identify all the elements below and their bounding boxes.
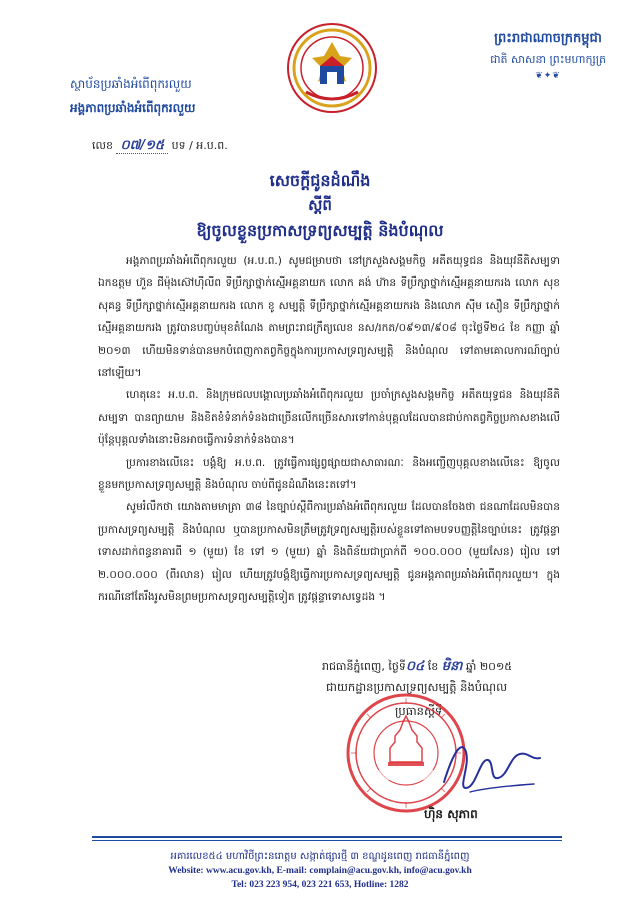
body-paragraph-1: អង្គភាពប្រឆាំងអំពើពុករលួយ (អ.ប.ព.) សូមជម្រាបថា នៅក្រសួងសង្គមកិច្ច អតីតយុទ្ធជន និងយុវនីតិសម្បទា ឯកឧត្តម ហ៊ួន ជីម៉ុងស៊ៅហ៊ីលីព ទីប្រឹក្សាថ្នាក់ស្មើអគ្គនាយក លោក គង់ ហ៊ាន ទីប្រឹក្សាថ្នាក់ស្មើអគ្គនាយករង លោក សុខ សុគន្ធ ទីប្រឹក្សាថ្នាក់ស្មើអគ្គនាយករង លោក ខូ សម្បត្តិ ទីប្រឹក្សាថ្នាក់ស្មើអគ្គនាយករង និងលោក ស៊ីម សឿន ទីប្រឹក្សាថ្នាក់ស្មើអគ្គនាយករង ត្រូវបានបញ្ចប់មុខតំណែង តាមព្រះរាជក្រឹត្យលេខ នស/រកត/០៩១៣/៩០៨ ចុះថ្ងៃទី២៤ ខែ កញ្ញា ឆ្នាំ ២០១៣ ហើយមិនទាន់បានមកបំពេញកាតព្វកិច្ចក្នុងការប្រកាសទ្រព្យសម្បត្តិ និងបំណុល ទៅតាមគោលការណ៍ច្បាប់នៅឡើយ។ (98, 255, 560, 380)
date-month: មិនា (441, 659, 463, 674)
notice-subject-label: ស្តីពី (308, 196, 332, 214)
organization-header (70, 76, 195, 118)
footer-divider-thin (92, 840, 562, 841)
kingdom-title: ព្រះរាជាណាចក្រកម្ពុជា (494, 31, 602, 46)
date-day: ០៤ (405, 659, 425, 674)
footer-phones: Tel: 023 223 954, 023 221 653, Hotline: 1282 (231, 880, 409, 890)
handwritten-signature (436, 730, 546, 800)
notice-subject: ឱ្យចូលខ្លួនប្រកាសទ្រព្យសម្បត្តិ និងបំណុល (196, 221, 444, 240)
date-year: ឆ្នាំ ២០១៥ (465, 660, 513, 673)
ref-suffix: បទ / អ.ប.ព. (171, 139, 228, 152)
footer-address: អគារលេខ៥៤ មហាវិថីព្រះនរោត្តម សង្កាត់ផ្សារថ្មី ៣ ខណ្ឌដូនពេញ រាជធានីភ្នំពេញ (170, 851, 470, 862)
institution-name: ស្ថាប័នប្រឆាំងអំពើពុករលួយ (70, 77, 192, 91)
signatory-role: ប្រធានស្តីទី (395, 704, 443, 718)
unit-name: អង្គភាពប្រឆាំងអំពើពុករលួយ (70, 101, 196, 115)
notice-title: សេចក្តីជូនដំណឹង (269, 171, 371, 190)
ref-prefix: លេខ (92, 139, 113, 152)
reference-number (92, 137, 228, 156)
ornament-divider: ❦✦❦ (535, 71, 561, 81)
footer-divider (92, 836, 562, 838)
body-paragraph-4: សូមរំលឹកថា យោងតាមមាត្រា ៣៨ នៃច្បាប់ស្តីពីការប្រឆាំងអំពើពុករលួយ ដែលបានចែងថា ជនណាដែលមិនបានប្រកាសទ្រព្យសម្បត្តិ និងបំណុល ឬបានប្រកាសមិនត្រឹមត្រូវទ្រព្យសម្បត្តិរបស់ខ្លួនទៅតាមបទបញ្ញត្តិនៃច្បាប់នេះ ត្រូវផ្តន្ទាទោសដាក់ពន្ធនាគារពី ១ (មួយ) ខែ ទៅ ១ (មួយ) ឆ្នាំ និងពិន័យជាប្រាក់ពី ១០០.០០០ (មួយសែន) រៀល ទៅ ២.០០០.០០០ (ពីរលាន) រៀល ហើយត្រូវបង្គំឱ្យធ្វើការប្រកាសទ្រព្យសម្បត្តិ ជូនអង្គភាពប្រឆាំងអំពើពុករលួយ។ ក្នុងករណីនៅតែរឹងរូសមិនព្រមប្រកាសទ្រព្យសម្បត្តិទៀត ត្រូវផ្តន្ទាទោសទ្វេដង ។ (98, 501, 560, 604)
date-month-prefix: ខែ (427, 660, 439, 673)
kingdom-motto: ជាតិ សាសនា ព្រះមហាក្សត្រ (490, 53, 606, 66)
ref-number-handwritten: ០៧/១៥ (116, 138, 168, 154)
signatory-department: ជាយកដ្ឋានប្រកាសទ្រព្យសម្បត្តិ និងបំណុល (326, 680, 508, 694)
footer-contact: Website: www.acu.gov.kh, E-mail: complain@acu.gov.kh, info@acu.gov.kh (168, 866, 472, 876)
date-prefix: រាជធានីភ្នំពេញ, ថ្ងៃទី (322, 660, 406, 673)
notice-body (98, 250, 560, 609)
signatory-name: ហ៊ិន សុភាព (424, 807, 478, 821)
body-paragraph-3: ប្រការខាងលើនេះ បង្គំឱ្យ អ.ប.ព. ត្រូវធ្វើការផ្សព្វផ្សាយជាសាធារណៈ និងអញ្ជើញបុគ្គលខាងលើនេះ ឱ្យចូលខ្លួនមកប្រកាសទ្រព្យសម្បត្តិ និងបំណុល ចាប់ពីជូនដំណឹងនេះតទៅ។ (98, 456, 560, 492)
signature-date (322, 658, 512, 677)
acu-emblem-icon (286, 22, 378, 114)
kingdom-header (490, 30, 606, 81)
body-paragraph-2: ហេតុនេះ អ.ប.ព. និងក្រុមជលបង្គោលប្រឆាំងអំពើពុករលួយ ប្រចាំក្រសួងសង្គមកិច្ច អតីតយុទ្ធជន និងយុវនីតិសម្បទា បានព្យាយាម និងខិតខំទំនាក់ទំនងជាច្រើនលើកច្រើនសារទៅកាន់បុគ្គលដែលបានជាប់កាតព្វកិច្ចប្រកាសខាងលើ ប៉ុន្តែបុគ្គលទាំងនោះមិនអាចធ្វើការទំនាក់ទំនងបាន។ (98, 389, 560, 447)
